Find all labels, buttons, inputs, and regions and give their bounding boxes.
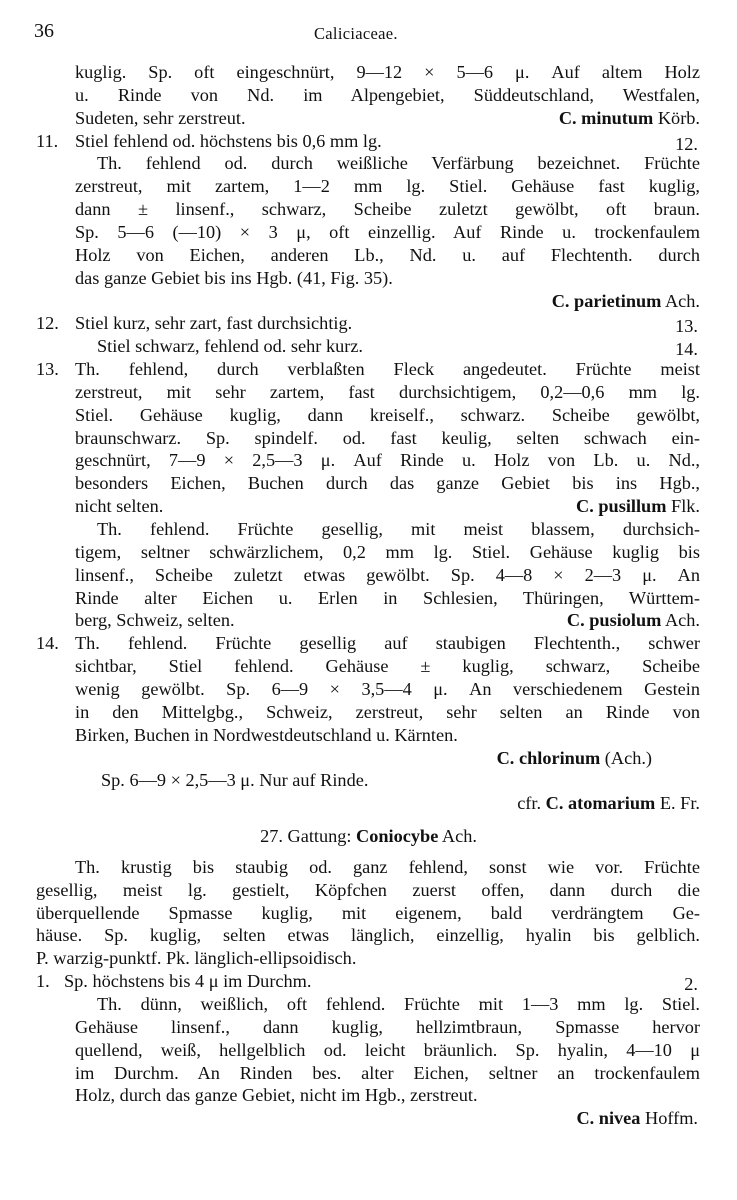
line-text: Sudeten, sehr zerstreut. [75, 107, 246, 128]
line-text: berg, Schweiz, selten. [75, 610, 235, 631]
text-line [0, 791, 737, 815]
text-line [75, 129, 382, 153]
line-text: Sp. höchstens bis 4 μ im Durchm. [64, 971, 312, 992]
line-text: Birken, Buchen in Nordwestdeutschland u. Kärnten. [75, 724, 458, 745]
text-line [75, 197, 700, 221]
line-text: Stiel schwarz, fehlend od. sehr kurz. [97, 336, 364, 357]
text-line [97, 334, 363, 358]
genus-author: Ach. [438, 826, 477, 847]
text-line [75, 608, 235, 632]
section-heading [0, 824, 737, 848]
text-line [75, 700, 700, 724]
line-text: zerstreut, mit zartem, 1—2 mm lg. Stiel. Gehäuse fast kuglig, [75, 176, 700, 197]
text-line [75, 83, 700, 107]
line-text: Stiel kurz, sehr zart, fast durchsichtig. [75, 313, 353, 334]
key-reference: 12. [675, 133, 698, 154]
text-line [75, 540, 700, 564]
text-line [36, 878, 700, 902]
species-name: C. nivea [576, 1108, 641, 1129]
line-text: Sp. 5—6 (—10) × 3 μ, oft einzellig. Auf Rinde u. trockenfaulem [75, 221, 700, 242]
text-line [75, 448, 700, 472]
line-text: braunschwarz. Sp. spindelf. od. fast keulig, selten schwach ein- [75, 427, 700, 448]
text-line [75, 426, 700, 450]
text-line [75, 723, 458, 747]
line-text: das ganze Gebiet bis ins Hgb. (41, Fig. 35). [75, 267, 393, 288]
species-citation [567, 608, 700, 632]
line-text: Gehäuse linsenf., dann kuglig, hellzimtbraun, Spmasse hervor [75, 1016, 700, 1037]
species-citation [576, 494, 700, 518]
text-line [75, 494, 163, 518]
text-line [75, 631, 700, 655]
line-text: Stiel fehlend od. höchstens bis 0,6 mm lg. [75, 130, 382, 151]
text-line [64, 969, 311, 993]
text-line [36, 946, 356, 970]
text-line [36, 923, 700, 947]
line-text: wenig gewölbt. Sp. 6—9 × 3,5—4 μ. An verschiedenem Gestein [75, 678, 700, 699]
text-line [75, 311, 352, 335]
line-text: Th. krustig bis staubig od. ganz fehlend, sonst wie vor. Früchte [75, 856, 700, 877]
species-name: C. minutum [558, 107, 654, 128]
key-number: 1. [36, 971, 50, 992]
line-text: Rinde alter Eichen u. Erlen in Schlesien, Thüringen, Württem- [75, 587, 700, 608]
text-line [75, 1015, 700, 1039]
line-text: linsenf., Scheibe zuletzt etwas gewölbt. Sp. 4—8 × 2—3 μ. An [75, 564, 700, 585]
species-citation [559, 106, 700, 130]
text-line [75, 1038, 700, 1062]
text-line [75, 471, 700, 495]
text-line [75, 1083, 478, 1107]
line-text: cfr. [517, 793, 542, 814]
species-citation [552, 289, 700, 313]
line-text: Th. fehlend od. durch weißliche Verfärbung bezeichnet. Früchte [97, 153, 700, 174]
text-line [75, 403, 700, 427]
species-author: E. Fr. [655, 793, 700, 814]
key-number: 14. [36, 633, 59, 654]
key-reference: 2. [684, 974, 698, 995]
text-line [101, 768, 368, 792]
line-text: im Durchm. An Rinden bes. alter Eichen, seltner an trockenfaulem [75, 1062, 700, 1083]
line-text: Holz von Eichen, anderen Lb., Nd. u. auf Flechtenth. durch [75, 244, 700, 265]
key-reference: 13. [675, 316, 698, 337]
species-author: (Ach.) [600, 747, 652, 768]
text-line [75, 586, 700, 610]
key-number: 13. [36, 359, 59, 380]
text-line [97, 517, 700, 541]
text-line [75, 563, 700, 587]
key-reference: 14. [675, 339, 698, 360]
line-text: zerstreut, mit sehr zartem, fast durchsichtigem, 0,2—0,6 mm lg. [75, 381, 700, 402]
text-line [75, 380, 700, 404]
line-text: nicht selten. [75, 496, 164, 517]
text-line [36, 901, 700, 925]
text-line [75, 106, 246, 130]
line-text: in den Mittelgbg., Schweiz, zerstreut, sehr selten an Rinde von [75, 701, 700, 722]
text-line [97, 992, 700, 1016]
key-number: 12. [36, 313, 59, 334]
line-text: besonders Eichen, Buchen durch das ganze Gebiet bis ins Hgb., [75, 473, 700, 494]
species-author: Flk. [666, 496, 700, 517]
line-text: Holz, durch das ganze Gebiet, nicht im Hgb., zerstreut. [75, 1085, 478, 1106]
line-text: Stiel. Gehäuse kuglig, dann kreiself., schwarz. Scheibe gewölbt, [75, 404, 700, 425]
line-text: überquellende Spmasse kuglig, mit eigenem, bald verdrängtem Ge- [36, 902, 700, 923]
species-name: C. pusillum [576, 496, 667, 517]
text-line [75, 220, 700, 244]
line-text: quellend, weiß, hellgelblich od. leicht bräunlich. Sp. hyalin, 4—10 μ [75, 1039, 700, 1060]
species-name: C. parietinum [551, 290, 662, 311]
line-text: u. Rinde von Nd. im Alpengebiet, Süddeutschland, Westfalen, [75, 84, 700, 105]
species-author: Körb. [653, 107, 700, 128]
line-text: Th. fehlend. Früchte gesellig, mit meist blassem, durchsich- [97, 519, 700, 539]
species-name: C. atomarium [541, 793, 656, 814]
species-author: Ach. [661, 610, 700, 631]
genus-name: Coniocybe [356, 826, 439, 847]
heading-text: 27. Gattung: [260, 826, 357, 847]
line-text: Th. fehlend, durch verblaßten Fleck angedeutet. Früchte meist [75, 359, 700, 380]
species-author: Hoffm. [640, 1108, 698, 1129]
species-citation [576, 1106, 698, 1130]
text-line [75, 60, 700, 84]
text-line [75, 266, 393, 290]
line-text: Th. dünn, weißlich, oft fehlend. Früchte mit 1—3 mm lg. Stiel. [97, 994, 700, 1014]
line-text: geschnürt, 7—9 × 2,5—3 μ. Auf Rinde u. Holz von Lb. u. Nd., [75, 450, 700, 471]
species-citation [497, 746, 652, 770]
text-line [75, 654, 700, 678]
text-line [75, 243, 700, 267]
line-text: häuse. Sp. kuglig, selten etwas länglich, einzellig, hyalin bis gelblich. [36, 925, 700, 946]
line-text: Th. fehlend. Früchte gesellig auf staubigen Flechtenth., schwer [75, 633, 700, 654]
page-number: 36 [34, 20, 54, 42]
text-line [75, 1061, 700, 1085]
species-author: Ach. [661, 290, 700, 311]
species-name: C. chlorinum [496, 747, 601, 768]
line-text: sichtbar, Stiel fehlend. Gehäuse ± kuglig, schwarz, Scheibe [75, 656, 700, 677]
line-text: tigem, seltner schwärzlichem, 0,2 mm lg. Stiel. Gehäuse kuglig bis [75, 541, 700, 562]
running-head: Caliciaceae. [314, 24, 398, 43]
species-name: C. pusiolum [566, 610, 662, 631]
line-text: gesellig, meist lg. gestielt, Köpfchen zuerst offen, dann durch die [36, 879, 700, 900]
line-text: dann ± linsenf., schwarz, Scheibe zuletzt gewölbt, oft braun. [75, 199, 700, 220]
text-line [75, 174, 700, 198]
key-number: 11. [36, 130, 59, 151]
text-line [75, 677, 700, 701]
text-line [97, 151, 700, 175]
text-line [75, 357, 700, 381]
line-text: P. warzig-punktf. Pk. länglich-ellipsoidisch. [36, 948, 357, 969]
text-line [75, 855, 700, 879]
line-text: Sp. 6—9 × 2,5—3 μ. Nur auf Rinde. [101, 770, 369, 791]
line-text: kuglig. Sp. oft eingeschnürt, 9—12 × 5—6 μ. Auf altem Holz [75, 62, 700, 82]
